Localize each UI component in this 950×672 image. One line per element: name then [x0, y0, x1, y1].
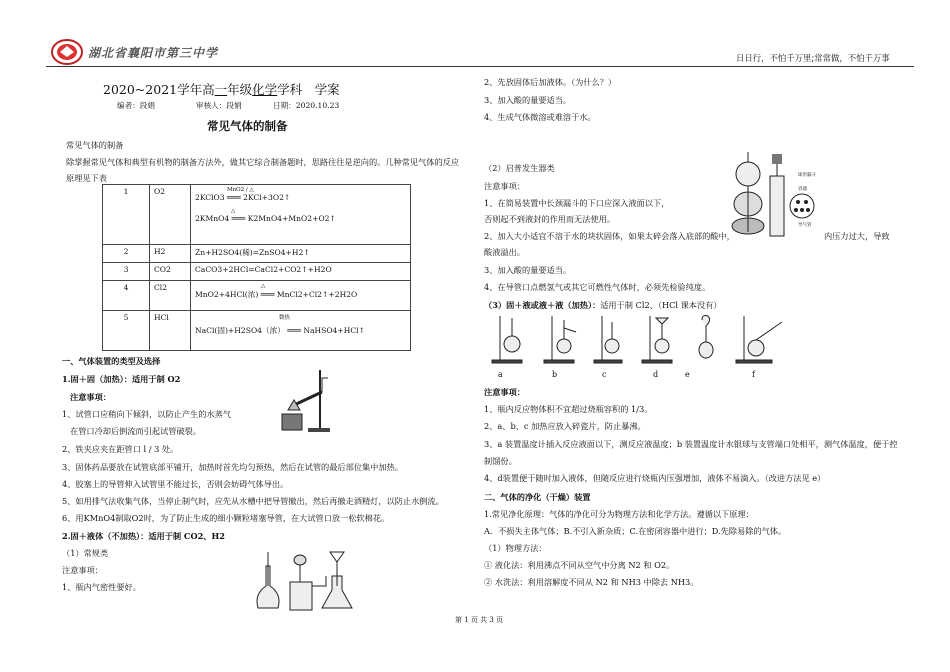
row-gas: H2: [150, 245, 191, 263]
subsection-heading: 2.固＋液体（不加热）：适用于制 CO2、H2: [62, 531, 225, 541]
row-no: 1: [103, 185, 150, 245]
title-grade: 一: [214, 82, 228, 97]
table-row: [103, 185, 411, 245]
table-row: [103, 245, 411, 263]
notes-label: 注意事项：: [484, 387, 525, 397]
note-item: 4、在导管口点燃氢气或其它可燃性气体时，必须先检验纯度。: [484, 282, 711, 292]
row-no: 3: [103, 263, 150, 281]
fig-side-label: 球形漏斗: [798, 173, 816, 178]
equation-condition: MnO2 / △: [227, 187, 254, 193]
equation-condition: △: [261, 283, 266, 289]
intro-text: 除掌握常见气体和典型有机物的制备方法外，做其它综合制备题时，思路往往是逆向的。几种常见气体的反应: [66, 157, 460, 167]
solid-heating-apparatus-figure: [272, 366, 332, 434]
note-item: 1、在简易装置中长颈漏斗的下口应深入液面以下，: [484, 198, 670, 208]
row-gas: CO2: [150, 263, 191, 281]
equation: MnO2+4HCl(浓) ═══ MnCl2+Cl2↑+2H2O: [195, 290, 358, 299]
subsection-label: （2）启普发生器类: [484, 163, 555, 173]
kipp-generator-figure: [722, 146, 832, 242]
note-item: 内压力过大，导致: [824, 231, 890, 241]
note-item: 5、如用排气法收集气体，当停止制气时，应先从水槽中把导管撤出，然后再撤走酒精灯，以防止水倒流。: [62, 496, 444, 506]
note-item: 1、瓶内气密性要好。: [62, 582, 141, 592]
equation-condition: 微热: [279, 315, 291, 321]
solid-liquid-apparatus-figure: [252, 546, 362, 616]
row-no: 2: [103, 245, 150, 263]
subsection-label: （1）物理方法：: [484, 543, 547, 553]
note-item: 1、瓶内反应物体积不宜超过烧瓶容积的 1/3。: [484, 404, 653, 414]
row-no: 4: [103, 281, 150, 311]
title-years: 2020~2021学年高: [103, 82, 215, 97]
note-item: 3、a 装置温度计插入反应液面以下，测反应液温度；b 装置温度计水银球与支管端口处相平，测气体温度，便于控: [484, 439, 898, 449]
equation: 2KClO3 ═══ 2KCl+3O2↑: [195, 193, 291, 202]
row-gas: Cl2: [150, 281, 191, 311]
figure-label-f: f: [752, 370, 755, 379]
note-item: 4、胶塞上的导管伸入试管里不能过长，否则会妨碍气体导出。: [62, 479, 289, 489]
school-seal-logo: [50, 38, 84, 66]
table-row: [103, 263, 411, 281]
heating-apparatus-figures: [490, 312, 790, 364]
subsection-heading: 1.固＋固（加热）：适用于制 O2: [62, 374, 181, 384]
intro-text-2: 原理见下表: [66, 173, 107, 183]
note-item: 制馏份。: [484, 456, 517, 466]
row-equations: [191, 185, 411, 245]
meta-date: 日期：2020.10.23: [273, 101, 340, 110]
equation: CaCO3+2HCl=CaCl2+CO2↑+H2O: [191, 263, 411, 281]
notes-label: 注意事项：: [484, 181, 525, 191]
section-heading: 一、气体装置的类型及选择: [62, 356, 161, 366]
figure-label-b: b: [552, 370, 558, 379]
equation: 2KMnO4 ═══ K2MnO4+MnO2+O2↑: [195, 214, 336, 223]
table-row: [103, 311, 411, 351]
note-item: 2、加入大小适宜不溶于水的块状固体，如果太碎会落入底部的酸中，: [484, 231, 735, 241]
subsection-heading-rest: 适用于制 Cl2、（HCl 课本没有）: [600, 300, 722, 310]
header-motto: 日日行，不怕千万里;常常做，不怕千万事: [736, 53, 890, 63]
equation: NaCl(固)+H2SO4（浓） ═══ NaHSO4+HCl↑: [195, 326, 365, 335]
row-gas: O2: [150, 185, 191, 245]
title-subject: 化学: [252, 82, 278, 97]
fig-side-label: 导气管: [798, 223, 812, 228]
notes-label: 注意事项：: [70, 392, 111, 402]
note-item: 1、试管口应稍向下倾斜，以防止产生的水蒸气: [62, 409, 231, 419]
figure-label-c: c: [602, 370, 607, 379]
note-item: 否则起不到液封的作用而无法使用。: [484, 214, 616, 224]
figure-label-e: e: [685, 370, 690, 379]
meta-reviewer: 审核人：段娟: [196, 101, 242, 110]
fig-side-label: 容器: [798, 187, 807, 192]
section-heading: 二、气体的净化（干燥）装置: [484, 492, 591, 502]
note-item: 3、固体药品要放在试管底部平铺开，加热时首先均匀预热，然后在试管的最后部位集中加热。: [62, 462, 403, 472]
header-rule: [46, 66, 914, 67]
subsection-label: （1）常规类: [62, 548, 109, 558]
note-item: 2、铁夹应夹在距管口 l / 3 处。: [62, 444, 179, 454]
table-row: [103, 281, 411, 311]
note-item: A．不损失主体气体；B.不引入新杂质；C.在密闭容器中进行；D.先除易除的气体。: [484, 526, 787, 536]
note-item: ② 水洗法：利用溶解度不同从 N2 和 NH3 中除去 NH3。: [484, 577, 699, 587]
note-item: 3、加入酸的量要适当。: [484, 95, 572, 105]
note-item: 2、a、b、c 加热应放入碎瓷片，防止暴沸。: [484, 421, 646, 431]
page-footer: 第 1 页 共 3 页: [455, 616, 504, 624]
school-name: 湖北省襄阳市第三中学: [88, 46, 219, 60]
subsection-heading-bold: （3）固＋液或液＋液（加热）：: [484, 300, 601, 310]
gas-reaction-table: [102, 184, 411, 351]
note-item: 4、生成气体微溶或难溶于水。: [484, 112, 596, 122]
row-no: 5: [103, 311, 150, 351]
title-suffix: 学科 学案: [277, 82, 340, 97]
note-item: ① 液化法：利用沸点不同从空气中分离 N2 和 O2。: [484, 560, 675, 570]
meta-editor: 编者：段娟: [117, 101, 155, 110]
note-item: 1.常见净化原理：气体的净化可分为物理方法和化学方法。遵循以下原理：: [484, 509, 754, 519]
equation: Zn+H2SO4(稀)=ZnSO4+H2↑: [191, 245, 411, 263]
doc-title: 常见气体的制备: [207, 119, 288, 133]
figure-label-d: d: [653, 370, 659, 379]
figure-label-a: a: [498, 370, 503, 379]
equation-condition: △: [231, 208, 236, 214]
title-grade-suffix: 年级: [227, 82, 253, 97]
notes-label: 注意事项：: [62, 565, 103, 575]
subsection-heading: [484, 299, 722, 311]
row-gas: HCl: [150, 311, 191, 351]
intro-heading: 常见气体的制备: [66, 140, 124, 150]
row-equations: [191, 311, 411, 351]
note-item: 4、d装置便于随时加入液体，但随反应进行烧瓶内压强增加，液体不易滴入。（改进方法见 e）: [484, 473, 826, 483]
note-item: 3、加入酸的量要适当。: [484, 265, 572, 275]
note-item: 6、用KMnO4制取O2时，为了防止生成的细小颗粒堵塞导管，在大试管口放一松软棉花。: [62, 513, 390, 523]
title-line: [103, 80, 340, 98]
note-item: 在管口冷却后倒流而引起试管破裂。: [70, 426, 202, 436]
note-item: 2、先放固体后加液体。（为什么？）: [484, 77, 617, 87]
note-item: 酸液溢出。: [484, 247, 525, 257]
row-equations: [191, 281, 411, 311]
